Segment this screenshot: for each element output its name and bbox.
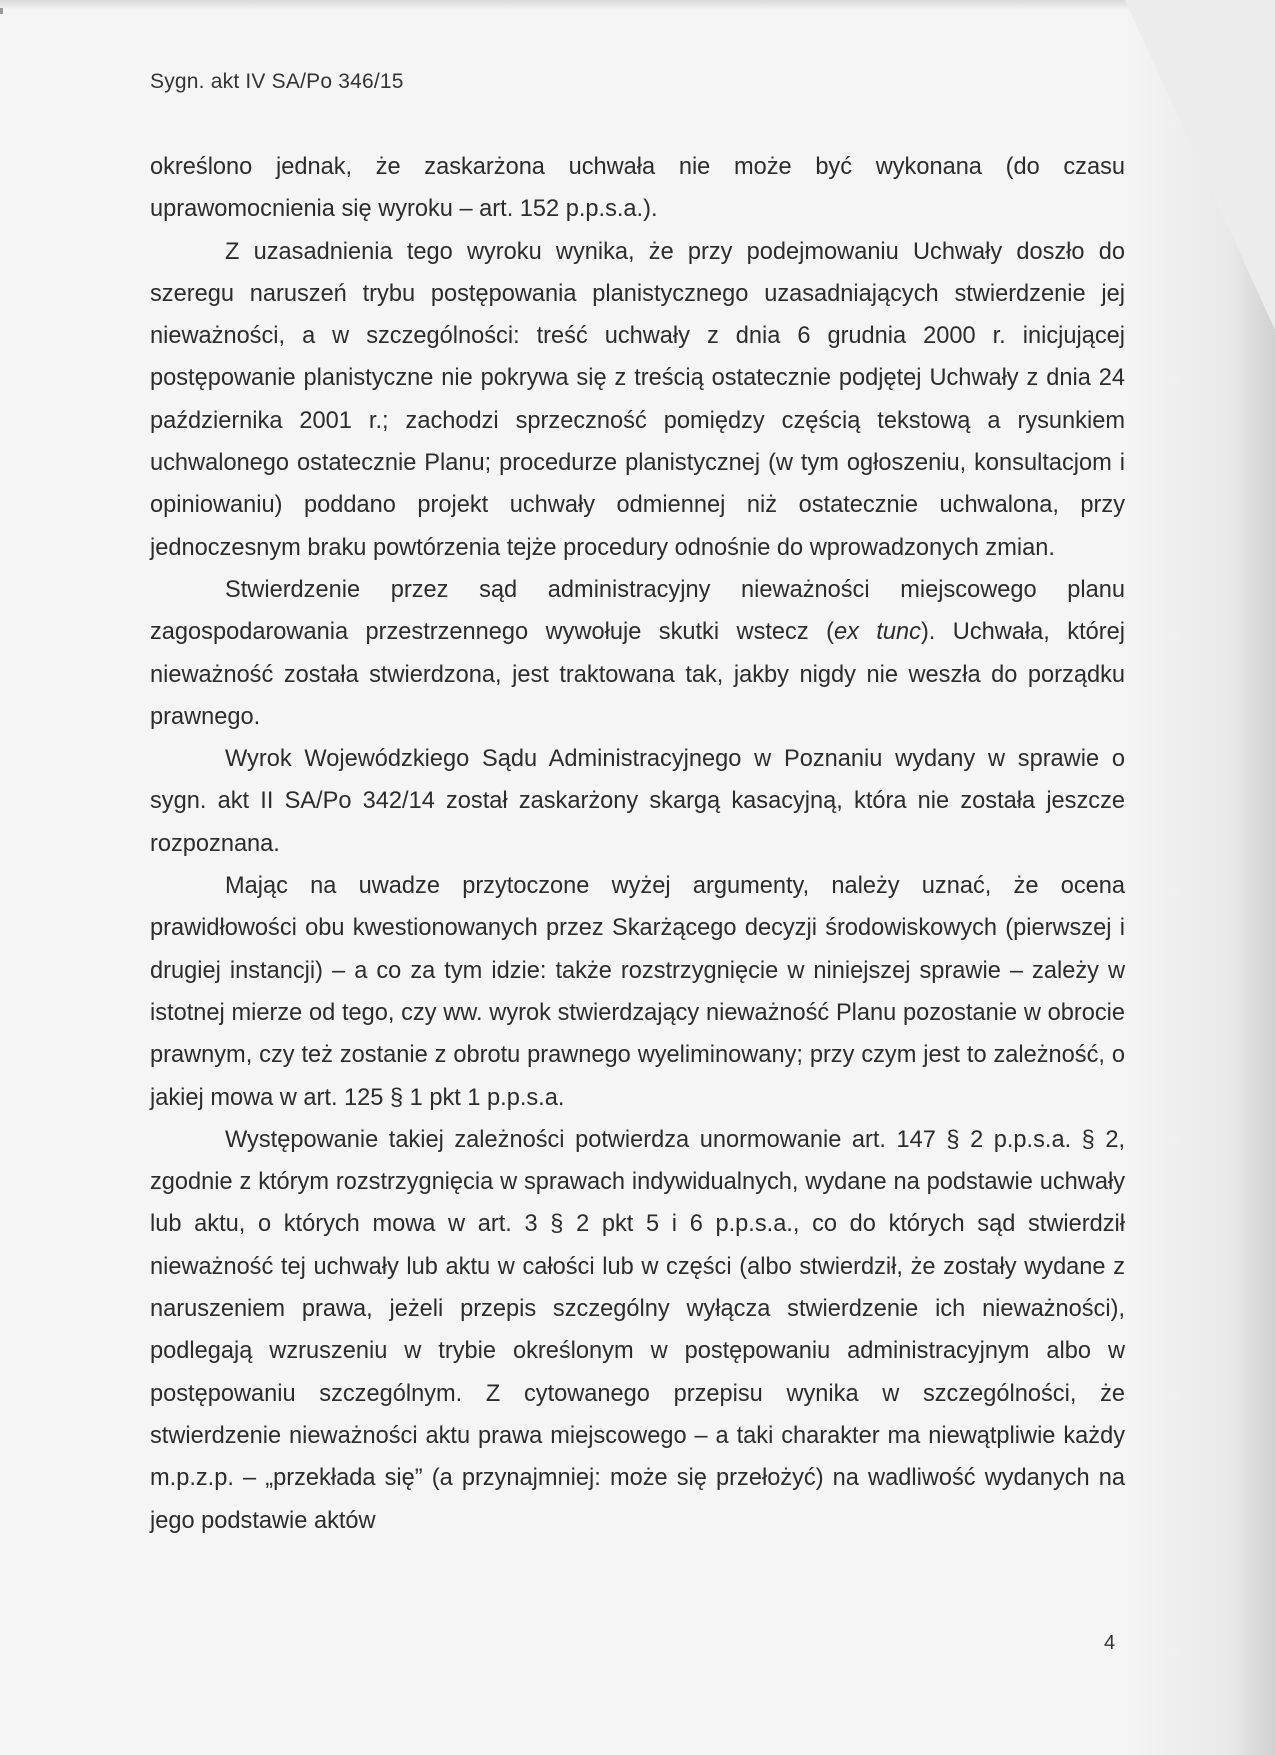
paragraph-text: Mając na uwadze przytoczone wyżej argumenty, należy uznać, że ocena prawidłowości obu kwestionowanych przez Skarżącego decyzji środowiskowych (pierwszej i drugiej instancji) – a co za tym idzie: także rozstrzygnięcie w niniejszej sprawie – zależy w istotnej mierze od tego, czy ww. wyrok stwierdzający nieważność Planu pozostanie w obrocie prawnym, czy też zostanie z obrotu prawnego wyeliminowany; przy czym jest to zależność, o jakiej mowa w art. 125 § 1 pkt 1 p.p.s.a. (150, 873, 1125, 1111)
paragraph (150, 231, 1125, 569)
paragraph-text: określono jednak, że zaskarżona uchwała nie może być wykonana (do czasu uprawomocnienia się wyroku – art. 152 p.p.s.a.). (150, 154, 1125, 223)
italic-term: ex tunc (833, 619, 921, 646)
case-signature: Sygn. akt IV SA/Po 346/15 (150, 70, 404, 93)
paragraph-text: Wyrok Wojewódzkiego Sądu Administracyjnego w Poznaniu wydany w sprawie o sygn. akt II SA/Po 342/14 został zaskarżony skargą kasacyjną, która nie została jeszcze rozpoznana. (150, 746, 1125, 857)
page-number: 4 (1104, 1632, 1116, 1654)
paragraph-text: Występowanie takiej zależności potwierdza unormowanie art. 147 § 2 p.p.s.a. § 2, zgodnie z którym rozstrzygnięcia w sprawach indywidualnych, wydane na podstawie uchwały lub aktu, o których mowa w art. 3 § 2 pkt 5 i 6 p.p.s.a., co do których sąd stwierdził nieważność tej uchwały lub aktu w całości lub w części (albo stwierdził, że zostały wydane z naruszeniem prawa, jeżeli przepis szczególny wyłącza stwierdzenie ich nieważności), podlegają wzruszeniu w trybie określonym w postępowaniu administracyjnym albo w postępowaniu szczególnym. Z cytowanego przepisu wynika w szczególności, że stwierdzenie nieważności aktu prawa miejscowego – a taki charakter ma niewątpliwie każdy m.p.z.p. – „przekłada się” (a przynajmniej: może się przełożyć) na wadliwość wydanych na jego podstawie aktów (150, 1126, 1125, 1534)
paragraph (150, 1119, 1125, 1542)
document-body (150, 146, 1125, 1542)
scan-shadow-right (1125, 0, 1275, 1755)
paragraph (150, 569, 1125, 738)
paragraph (150, 146, 1125, 231)
scan-shadow-top (0, 0, 1275, 10)
scan-edge-mark (0, 8, 3, 14)
scan-folded-corner (1125, 0, 1275, 330)
paragraph-text: Z uzasadnienia tego wyroku wynika, że przy podejmowaniu Uchwały doszło do szeregu naruszeń trybu postępowania planistycznego uzasadniających stwierdzenie jej nieważności, a w szczególności: treść uchwały z dnia 6 grudnia 2000 r. inicjującej postępowanie planistyczne nie pokrywa się z treścią ostatecznie podjętej Uchwały z dnia 24 października 2001 r.; zachodzi sprzeczność pomiędzy częścią tekstową a rysunkiem uchwalonego ostatecznie Planu; procedurze planistycznej (w tym ogłoszeniu, konsultacjom i opiniowaniu) poddano projekt uchwały odmiennej niż ostatecznie uchwalona, przy jednoczesnym braku powtórzenia tejże procedury odnośnie do wprowadzonych zmian. (150, 238, 1125, 561)
paragraph-text: Stwierdzenie przez sąd administracyjny nieważności miejscowego planu zagospodarowania przestrzennego wywołuje skutki wstecz ( (150, 576, 1125, 646)
paragraph-text: ). Uchwała, której nieważność została stwierdzona, jest traktowana tak, jakby nigdy nie weszła do porządku prawnego. (150, 619, 1125, 730)
paragraph (150, 738, 1125, 865)
paragraph (150, 865, 1125, 1119)
